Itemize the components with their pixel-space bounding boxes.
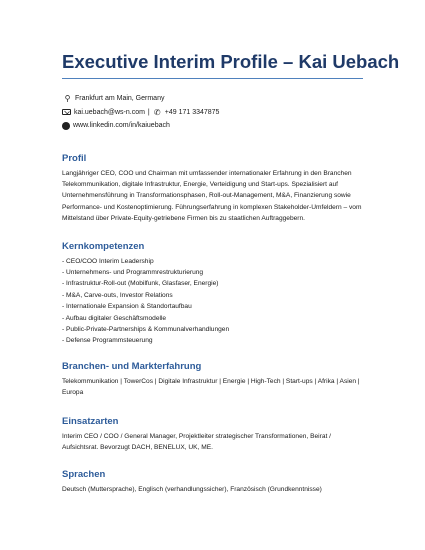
title-divider [62,78,363,79]
section-heading: Profil [62,152,87,164]
list-item: - CEO/COO Interim Leadership [62,257,154,265]
email-link[interactable]: kai.uebach@ws-n.com [74,108,145,116]
section-heading: Sprachen [62,469,106,481]
list-item: - M&A, Carve-outs, Investor Relations [62,291,173,299]
list-item: - Unternehmens- und Programmrestrukturierung [62,268,204,276]
location-text: Frankfurt am Main, Germany [75,95,165,102]
phone-icon: ✆ [153,107,161,117]
contact-separator: | [147,108,150,116]
contact-email-phone [62,106,363,120]
section-text: Interim CEO / COO / General Manager, Projektleiter strategischer Transformationen, Beirat / Aufsichtsrat. Bevorzugt DACH, BENELUX, UK, ME. [62,432,331,451]
section-text: Telekommunikation | TowerCos | Digitale Infrastruktur | Energie | High-Tech | Start-ups | Afrika | Asien | Europa [62,377,360,397]
document-title: Executive Interim Profile – Kai Uebach [62,51,400,72]
section-sprachen [62,469,363,495]
list-item: - Infrastruktur-Roll-out (Mobilfunk, Glasfaser, Energie) [62,280,219,288]
list-item: - Defense Programmsteuerung [62,337,153,345]
section-text: Langjähriger CEO, COO und Chairman mit umfassender internationaler Erfahrung in den Branchen Telekommunikation, digitale Infrastruktur, Energie, Verteidigung und Start-ups. Spezialisiert auf Unternehmensführung in Transformationsphasen, Roll-out-Management, M&A, Finanzierung sowie Performance- und Kostenoptimierung. Führungserfahrung in komplexen Stakeholder-Umfeldern – vom Mittelstand über Private-Equity-getriebene Firmen bis zu staatlichen Auftraggebern. [62,169,362,223]
globe-icon [62,122,70,130]
section-kernkompetenzen [62,241,363,347]
competency-list [62,256,363,347]
section-branchen [62,361,363,399]
mail-icon [62,109,71,115]
contact-website [62,119,363,133]
contact-location [62,92,363,106]
section-einsatzarten [62,416,363,454]
website-link[interactable]: www.linkedin.com/in/kaiuebach [73,122,170,129]
section-heading: Kernkompetenzen [62,240,145,252]
list-item: - Internationale Expansion & Standortaufbau [62,303,192,311]
phone-text: +49 171 3347875 [164,108,220,116]
list-item: - Aufbau digitaler Geschäftsmodelle [62,314,167,322]
section-heading: Einsatzarten [62,415,119,427]
section-profil [62,153,363,225]
contact-block [62,92,363,133]
section-text: Deutsch (Muttersprache), Englisch (verhandlungssicher), Französisch (Grundkenntnisse) [62,486,322,494]
pin-icon: ⚲ [64,94,71,104]
list-item: - Public-Private-Partnerships & Kommunalverhandlungen [62,325,230,333]
section-heading: Branchen- und Markterfahrung [62,360,202,372]
